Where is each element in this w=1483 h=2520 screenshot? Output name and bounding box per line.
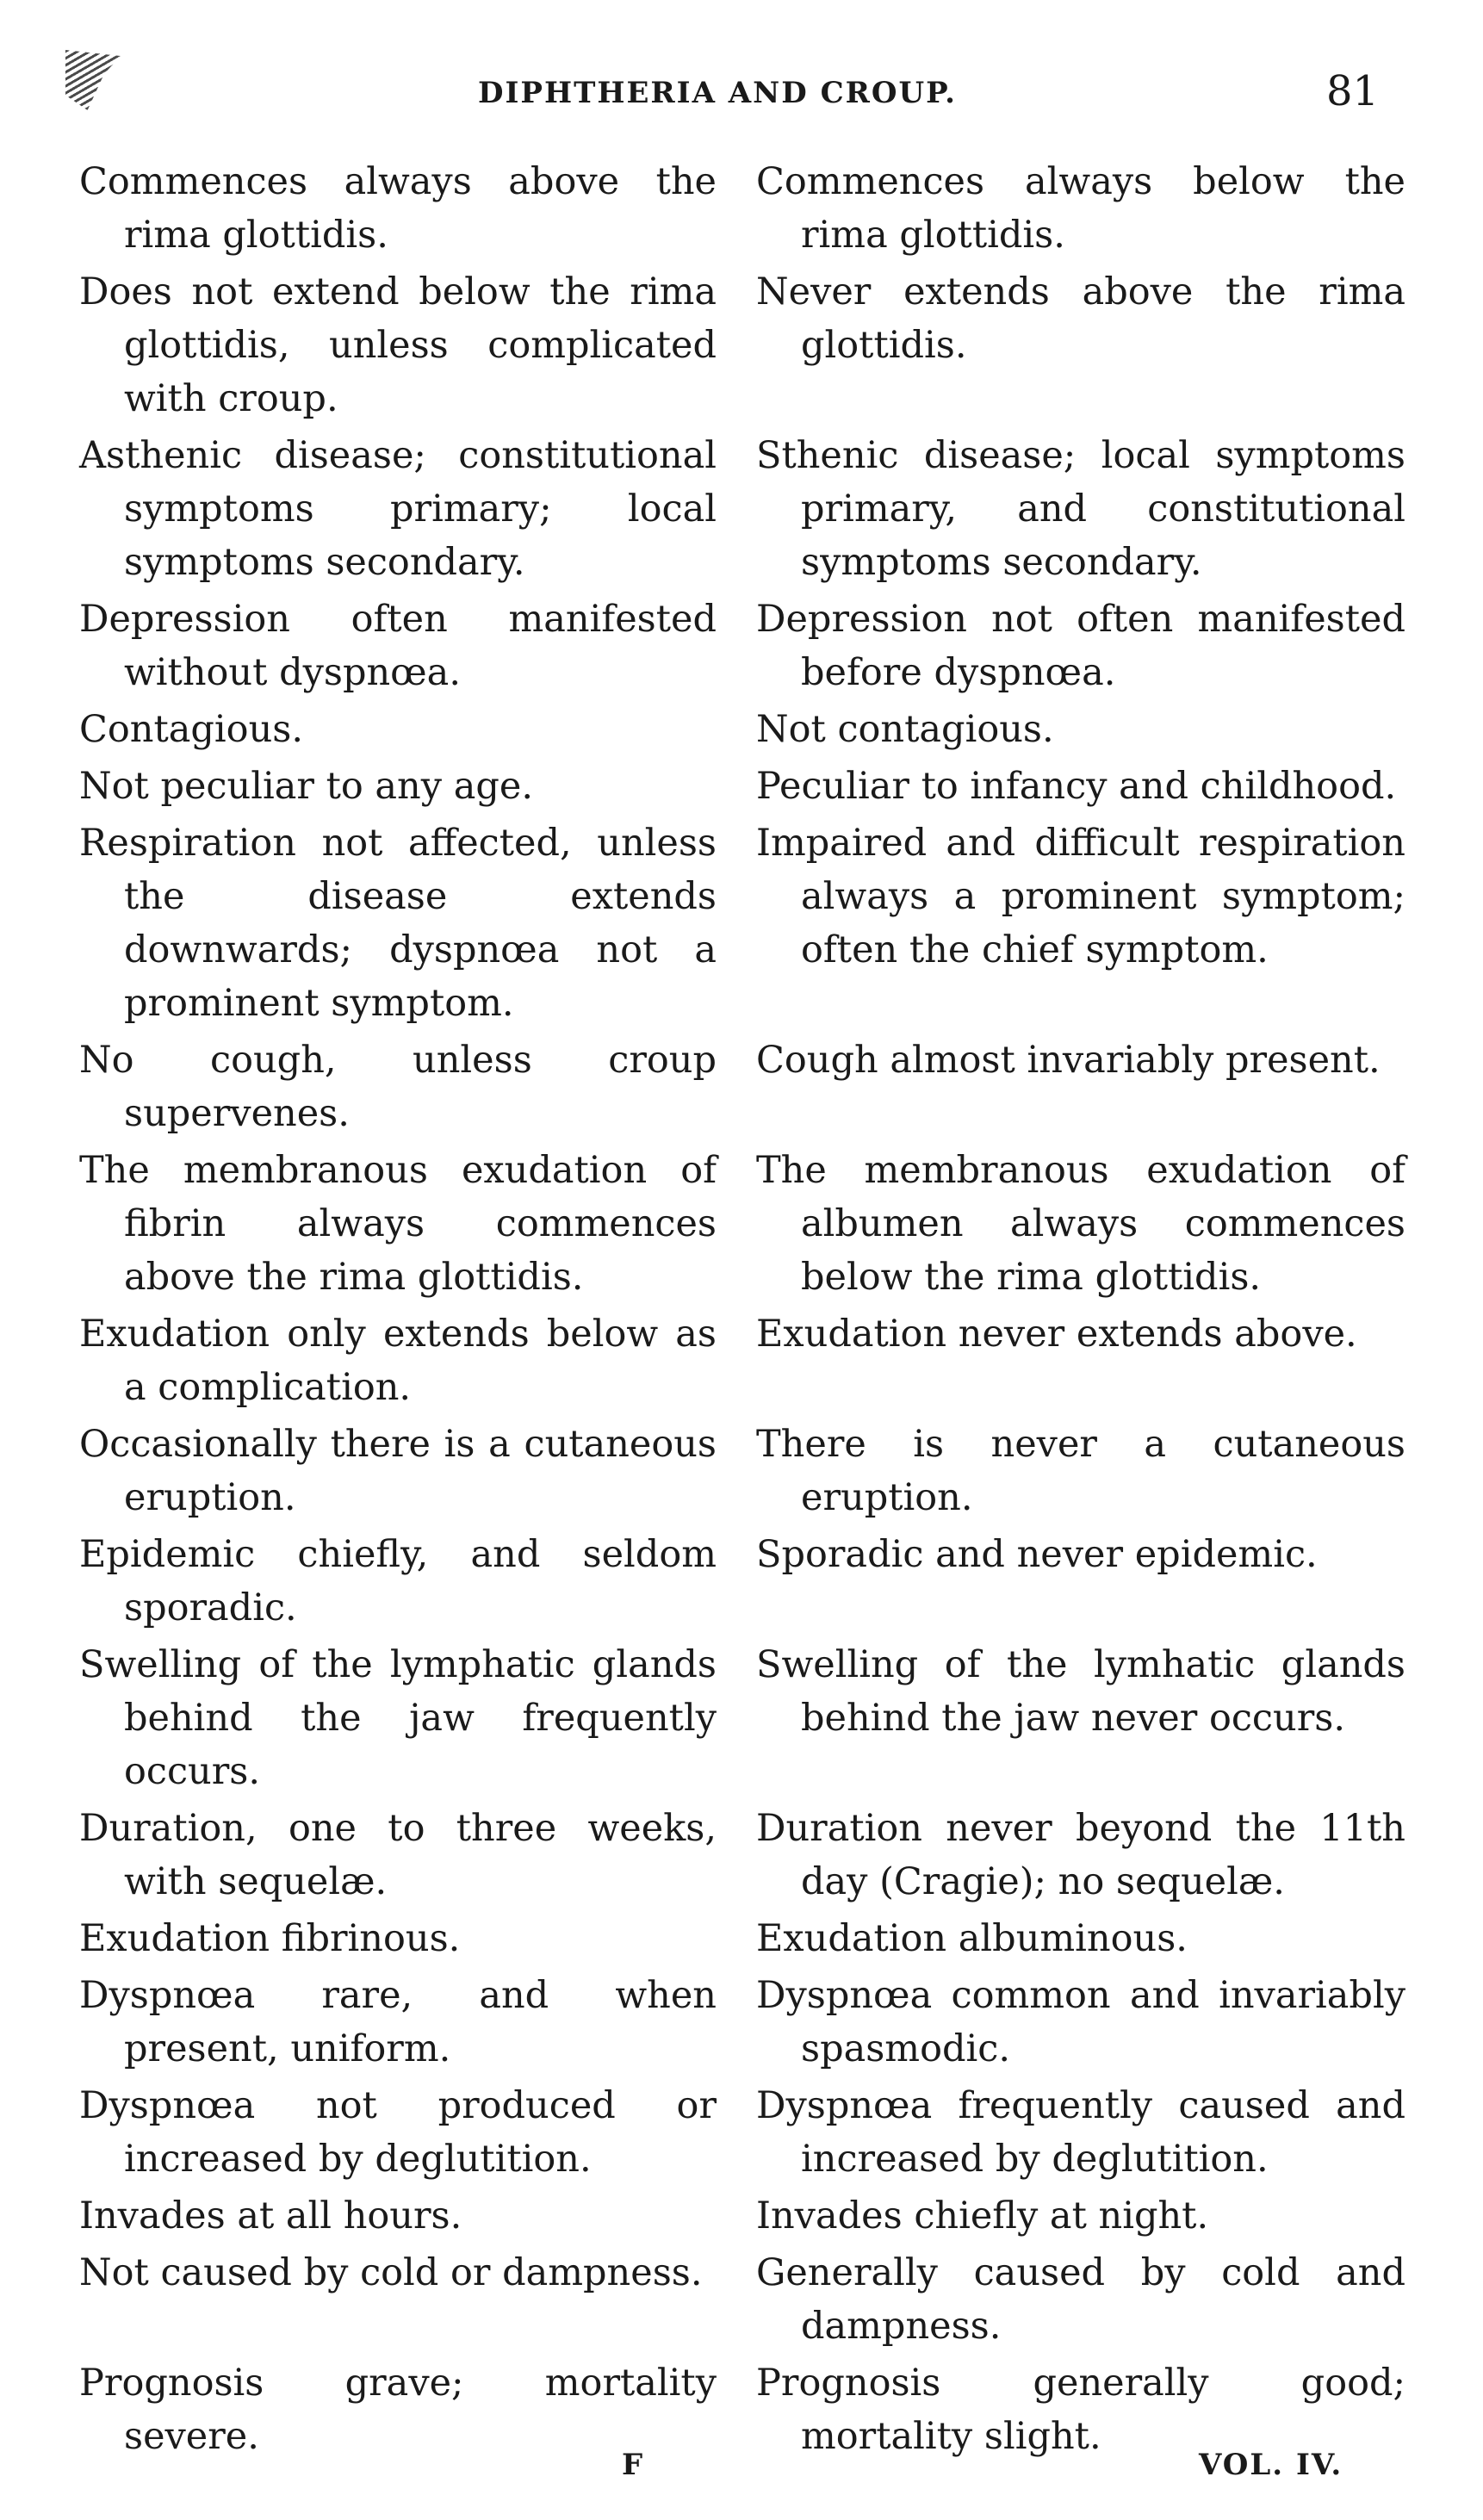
comparison-row xyxy=(79,1033,1405,1140)
comparison-table xyxy=(79,155,1405,2467)
croup-characteristic: Peculiar to infancy and childhood. xyxy=(756,765,1397,808)
diphtheria-characteristic: No cough, unless croup supervenes. xyxy=(79,1039,717,1135)
diphtheria-characteristic: Epidemic chiefly, and seldom sporadic. xyxy=(79,1533,717,1629)
croup-characteristic: Sporadic and never epidemic. xyxy=(756,1533,1318,1576)
croup-characteristic: Dyspnœa common and invariably spasmodic. xyxy=(756,1974,1405,2070)
comparison-row xyxy=(79,1307,1405,1414)
diphtheria-characteristic: Invades at all hours. xyxy=(79,2194,462,2238)
diphtheria-characteristic: Exudation fibrinous. xyxy=(79,1917,461,1960)
croup-characteristic: Invades chiefly at night. xyxy=(756,2194,1209,2238)
comparison-row xyxy=(79,429,1405,589)
croup-characteristic: Swelling of the lymhatic glands behind the jaw never occurs. xyxy=(756,1643,1405,1740)
croup-characteristic: Exudation never extends above. xyxy=(756,1313,1357,1356)
croup-characteristic: Exudation albuminous. xyxy=(756,1917,1188,1960)
diphtheria-characteristic: Respiration not affected, unless the disease extends downwards; dyspnœa not a prominent symptom. xyxy=(79,822,717,1025)
croup-characteristic: Commences always below the rima glottidis. xyxy=(756,160,1405,257)
comparison-row xyxy=(79,1418,1405,1524)
comparison-row xyxy=(79,2189,1405,2243)
croup-characteristic: Prognosis generally good; mortality slight. xyxy=(756,2362,1405,2458)
diphtheria-characteristic: Prognosis grave; mortality severe. xyxy=(79,2362,717,2458)
comparison-row xyxy=(79,703,1405,756)
page-footer xyxy=(0,2448,1483,2499)
croup-characteristic: The membranous exudation of albumen always commences below the rima glottidis. xyxy=(756,1149,1405,1299)
diphtheria-characteristic: Does not extend below the rima glottidis, unless complicated with croup. xyxy=(79,270,717,420)
diphtheria-characteristic: Duration, one to three weeks, with sequelæ. xyxy=(79,1807,717,1903)
croup-characteristic: Generally caused by cold and dampness. xyxy=(756,2251,1405,2348)
croup-characteristic: Never extends above the rima glottidis. xyxy=(756,270,1405,367)
comparison-row xyxy=(79,265,1405,425)
comparison-row xyxy=(79,1969,1405,2076)
croup-characteristic: Sthenic disease; local symptoms primary, and constitutional symptoms secondary. xyxy=(756,434,1405,584)
comparison-row xyxy=(79,1144,1405,1304)
comparison-row xyxy=(79,760,1405,813)
diphtheria-characteristic: Not caused by cold or dampness. xyxy=(79,2251,703,2294)
diphtheria-characteristic: Asthenic disease; constitutional symptoms primary; local symptoms secondary. xyxy=(79,434,717,584)
diphtheria-characteristic: Not peculiar to any age. xyxy=(79,765,533,808)
page-number: 81 xyxy=(1326,67,1380,115)
croup-characteristic: Not contagious. xyxy=(756,708,1054,751)
comparison-row xyxy=(79,1802,1405,1909)
diphtheria-characteristic: The membranous exudation of fibrin always commences above the rima glottidis. xyxy=(79,1149,717,1299)
signature-mark: F xyxy=(622,2448,643,2482)
croup-characteristic: Dyspnœa frequently caused and increased by deglutition. xyxy=(756,2084,1405,2181)
croup-characteristic: Impaired and difficult respiration always a prominent symptom; often the chief symptom. xyxy=(756,822,1405,971)
croup-characteristic: There is never a cutaneous eruption. xyxy=(756,1423,1405,1519)
diphtheria-characteristic: Exudation only extends below as a complication. xyxy=(79,1313,717,1409)
diphtheria-characteristic: Contagious. xyxy=(79,708,303,751)
comparison-row xyxy=(79,593,1405,699)
croup-characteristic: Cough almost invariably present. xyxy=(756,1039,1381,1082)
comparison-row xyxy=(79,1912,1405,1965)
croup-characteristic: Duration never beyond the 11th day (Cragie); no sequelæ. xyxy=(756,1807,1405,1903)
comparison-row xyxy=(79,1638,1405,1798)
diphtheria-characteristic: Depression often manifested without dyspnœa. xyxy=(79,598,717,694)
diphtheria-characteristic: Commences always above the rima glottidis. xyxy=(79,160,717,257)
running-title: DIPHTHERIA AND CROUP. xyxy=(478,76,957,110)
page-header xyxy=(0,60,1483,121)
comparison-row xyxy=(79,816,1405,1030)
comparison-row xyxy=(79,2246,1405,2353)
comparison-row xyxy=(79,2079,1405,2186)
diphtheria-characteristic: Occasionally there is a cutaneous eruption. xyxy=(79,1423,717,1519)
diphtheria-characteristic: Dyspnœa not produced or increased by deglutition. xyxy=(79,2084,717,2181)
comparison-row xyxy=(79,155,1405,262)
croup-characteristic: Depression not often manifested before dyspnœa. xyxy=(756,598,1405,694)
volume-label: VOL. IV. xyxy=(1199,2448,1343,2482)
comparison-row xyxy=(79,1528,1405,1635)
diphtheria-characteristic: Swelling of the lymphatic glands behind the jaw frequently occurs. xyxy=(79,1643,717,1793)
diphtheria-characteristic: Dyspnœa rare, and when present, uniform. xyxy=(79,1974,717,2070)
